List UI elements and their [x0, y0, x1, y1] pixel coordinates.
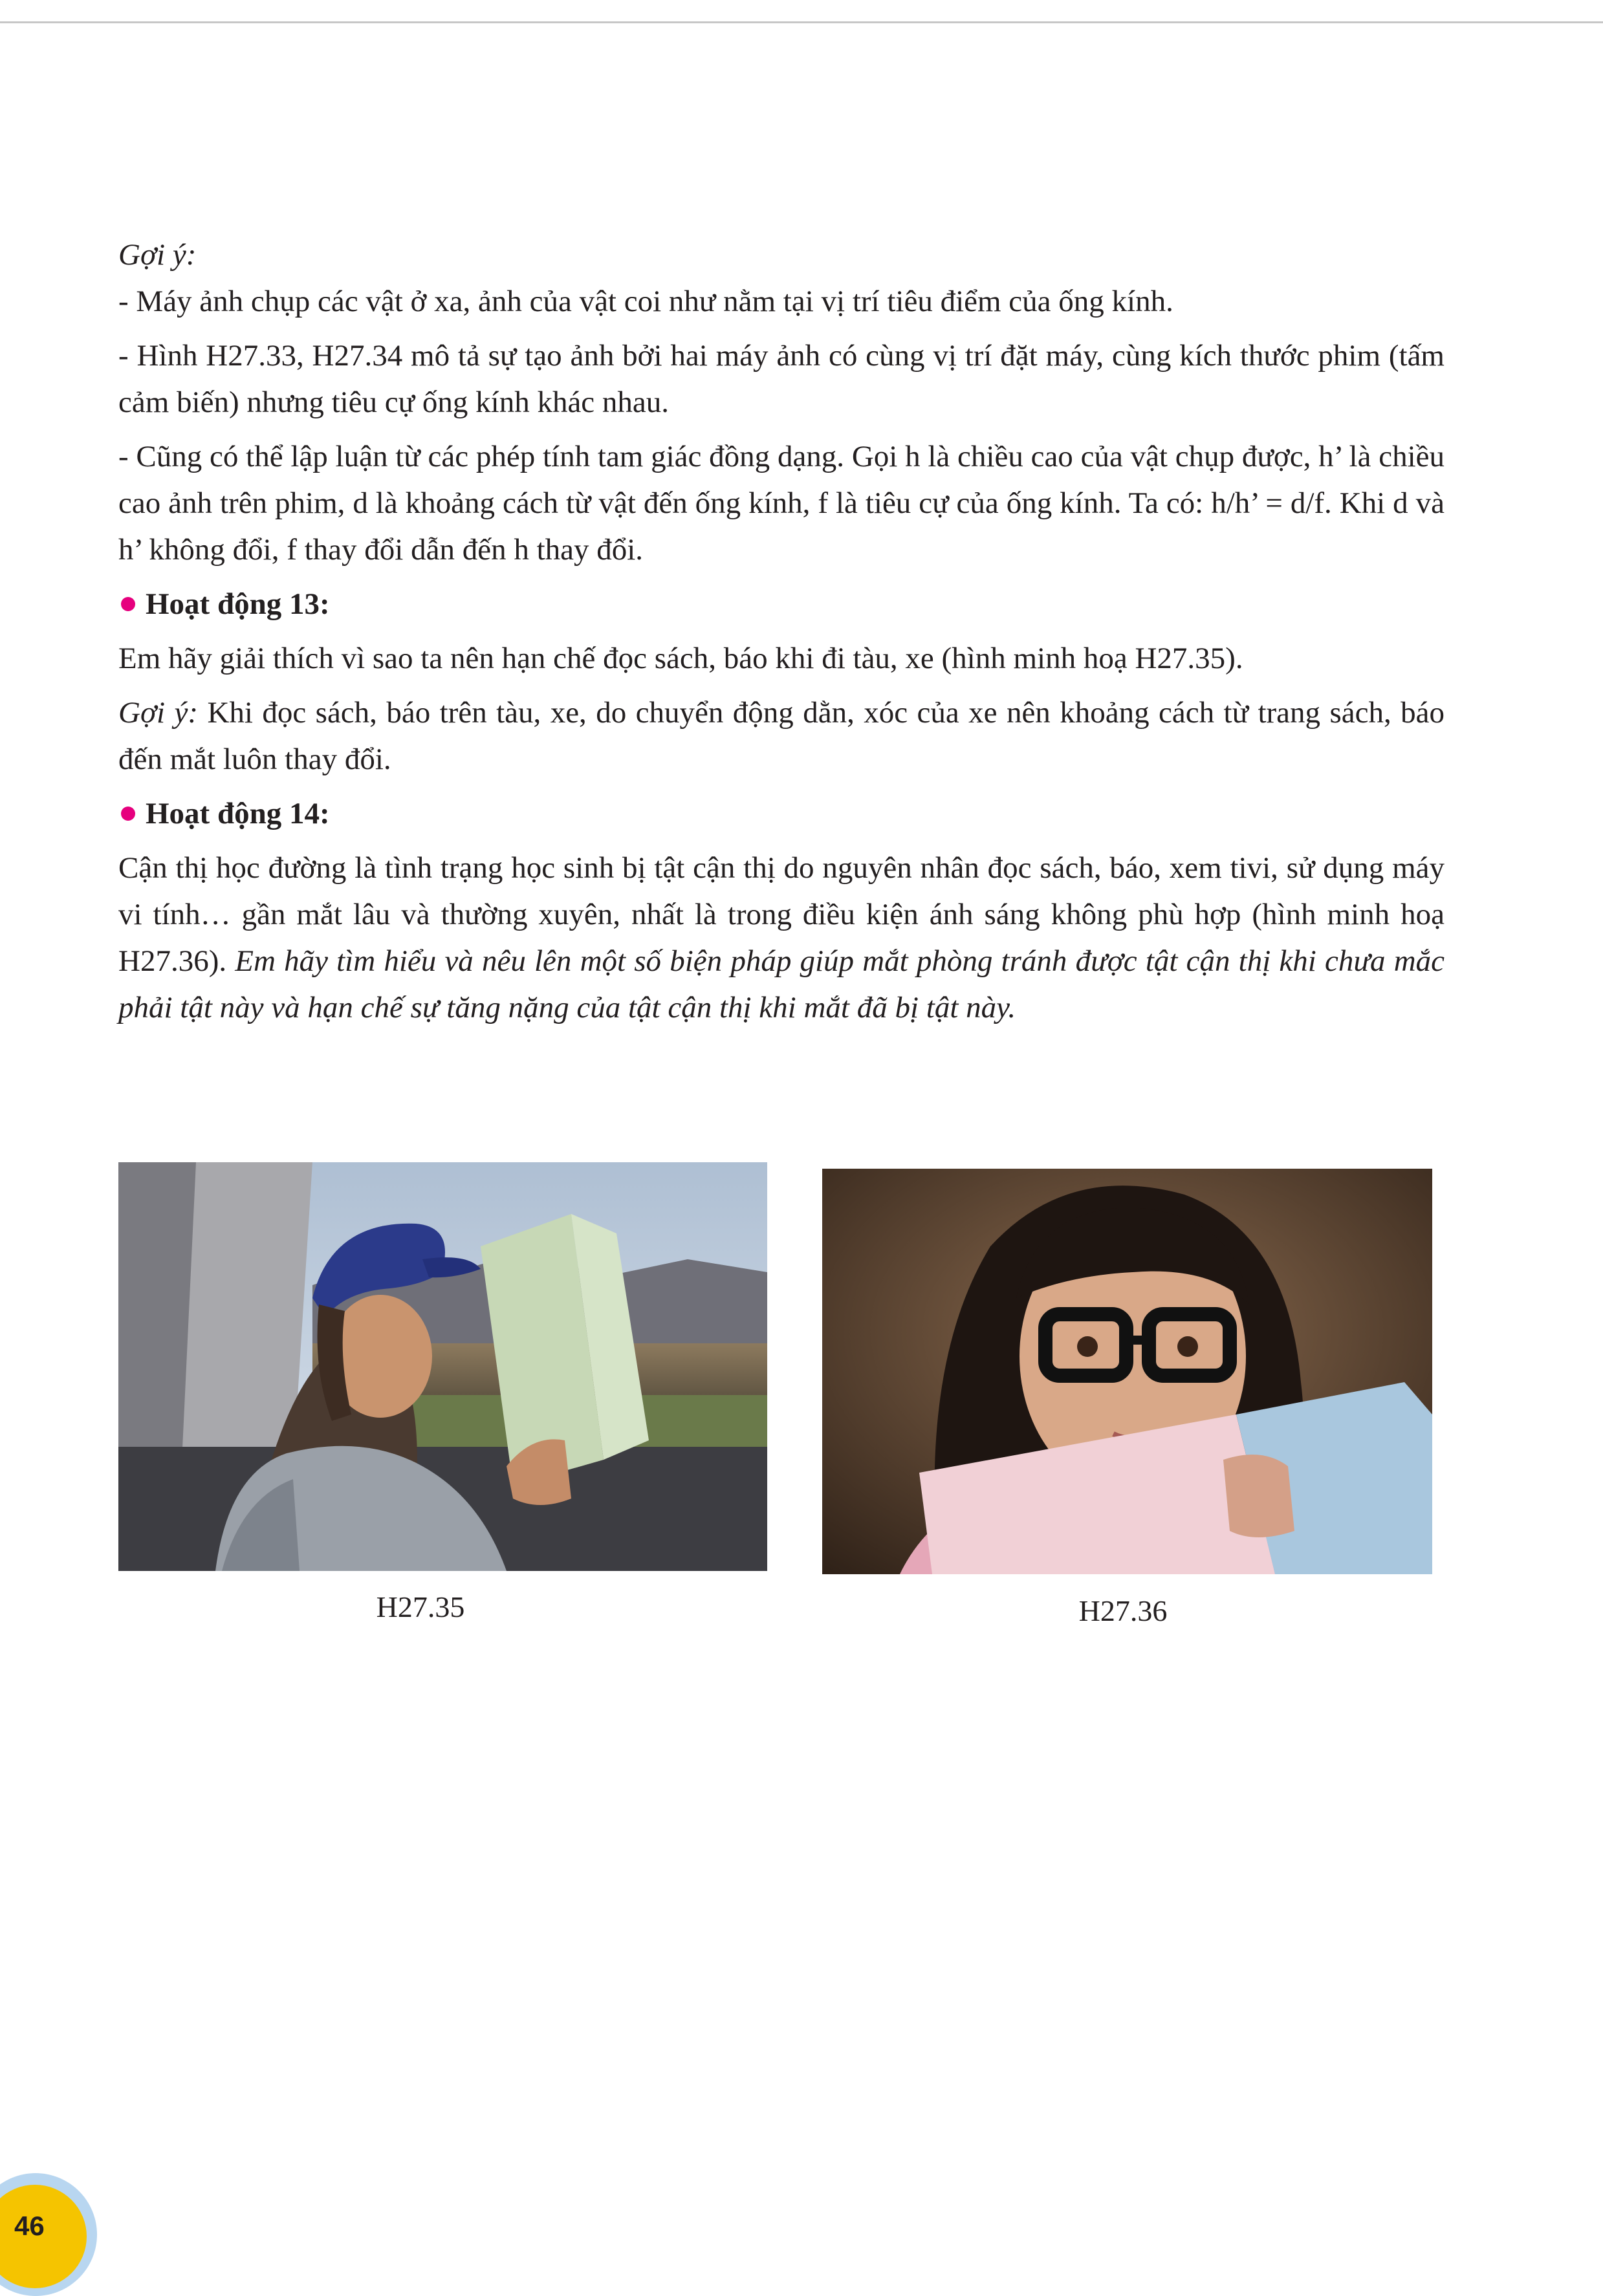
bullet-icon	[121, 807, 135, 821]
activity-13-text: Em hãy giải thích vì sao ta nên hạn chế đọc sách, báo khi đi tàu, xe (hình minh hoạ H27.35).	[118, 642, 1243, 675]
activity-14-text-italic: Em hãy tìm hiểu và nêu lên một số biện pháp giúp mắt phòng tránh được tật cận thị khi chưa mắc phải tật này và hạn chế sự tăng nặng của tật cận thị khi mắt đã bị tật này.	[118, 944, 1445, 1024]
page-number: 46	[14, 2211, 45, 2241]
hint-item-3: - Cũng có thể lập luận từ các phép tính tam giác đồng dạng. Gọi h là chiều cao của vật chụp được, h’ là chiều cao ảnh trên phim, d là khoảng cách từ vật đến ống kính, f là tiêu cự của ống kính. Ta có: h/h’ = d/f. Khi d và h’ không đổi, f thay đổi dẫn đến h thay đổi.	[118, 440, 1445, 567]
activity-14-title: Hoạt động 14:	[146, 797, 330, 830]
page-content	[118, 232, 1445, 1031]
activity-13-title: Hoạt động 13:	[146, 587, 330, 621]
activity-13-hint-label: Gợi ý:	[118, 696, 199, 730]
activity-14-heading	[118, 790, 1445, 837]
activity-13-hint	[118, 689, 1445, 783]
figure-h27-36-caption: H27.36	[1078, 1594, 1168, 1627]
activity-14-text	[118, 845, 1445, 1031]
figure-h27-35-image	[118, 1162, 767, 1571]
hint-item-1: - Máy ảnh chụp các vật ở xa, ảnh của vật coi như nằm tại vị trí tiêu điểm của ống kính.	[118, 285, 1173, 318]
figure-h27-36-image	[822, 1169, 1432, 1574]
hint-label: Gợi ý:	[118, 238, 197, 272]
hint-item-2: - Hình H27.33, H27.34 mô tả sự tạo ảnh bởi hai máy ảnh có cùng vị trí đặt máy, cùng kích thước phim (tấm cảm biến) nhưng tiêu cự ống kính khác nhau.	[118, 339, 1445, 419]
figure-h27-35-caption: H27.35	[376, 1590, 465, 1623]
activity-13-hint-text: Khi đọc sách, báo trên tàu, xe, do chuyển động dằn, xóc của xe nên khoảng cách từ trang sách, báo đến mắt luôn thay đổi.	[118, 696, 1445, 776]
top-rule	[0, 21, 1603, 23]
activity-13-heading	[118, 581, 1445, 627]
activity-14-text-plain: Cận thị học đường là tình trạng học sinh bị tật cận thị do nguyên nhân đọc sách, báo, xem tivi, sử dụng máy vi tính… gần mắt lâu và thường xuyên, nhất là trong điều kiện ánh sáng không phù hợp (hình minh hoạ H27.36).	[118, 851, 1445, 978]
bullet-icon	[121, 597, 135, 611]
